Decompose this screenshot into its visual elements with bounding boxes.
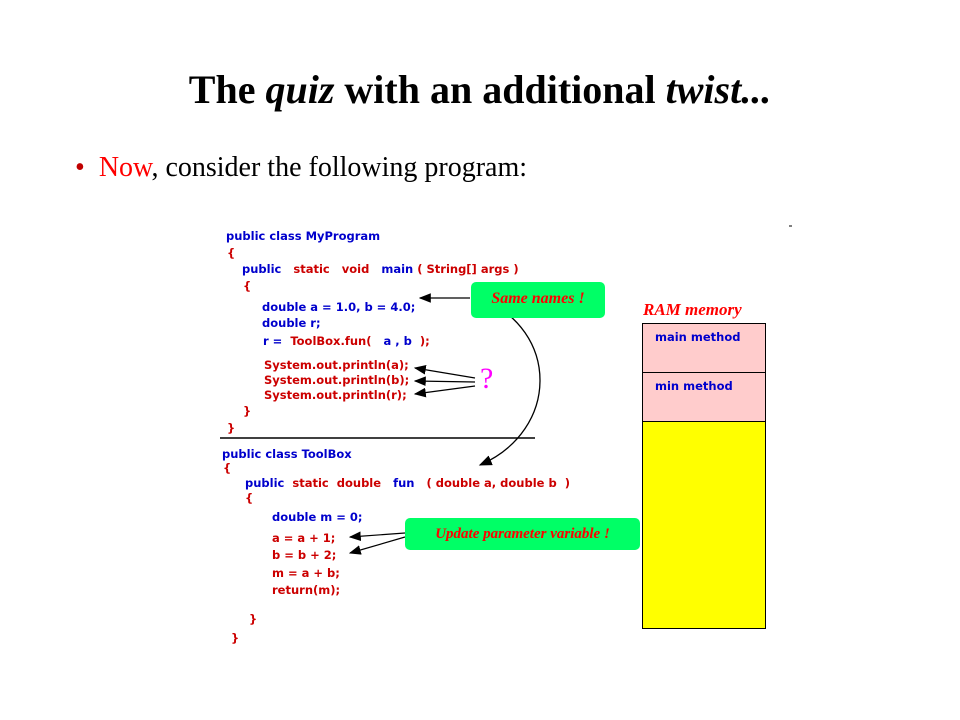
ram-min-method-frame (642, 372, 766, 422)
bullet-dot-icon: • (75, 152, 85, 183)
kw-double: double (336, 476, 382, 490)
title-text-2: with an additional (334, 67, 666, 112)
code-brace-close-1: } (227, 421, 236, 435)
kw-static: static (293, 262, 330, 276)
code-brace-open-1: { (227, 246, 236, 260)
code-print-a: System.out.println(a); (264, 358, 409, 372)
code-class-toolbox: public class ToolBox (222, 447, 352, 461)
title-em-twist: twist... (665, 67, 772, 112)
code-main-signature (242, 262, 519, 276)
code-brace-close-3: } (231, 631, 240, 645)
code-decl-2: double r; (262, 316, 321, 330)
bullet-text: , consider the following program: (151, 152, 528, 183)
question-arrow-3 (415, 386, 475, 394)
ram-min-label: min method (655, 379, 733, 393)
ram-main-method-frame (642, 323, 766, 373)
fun-params: ( double a, double b ) (426, 476, 570, 490)
call-args: a , b (383, 334, 412, 348)
code-print-b: System.out.println(b); (264, 373, 410, 387)
kw-void: void (341, 262, 370, 276)
code-body-2: a = a + 1; (272, 531, 336, 545)
question-arrow-1 (415, 368, 475, 378)
kw-public: public (242, 262, 282, 276)
call-assign: r = (263, 334, 283, 348)
question-mark: ? (480, 362, 494, 395)
code-brace-close-4: } (249, 612, 258, 626)
title-em-quiz: quiz (265, 67, 335, 112)
update-arrow-b (350, 537, 405, 553)
code-brace-open-2: { (243, 279, 252, 293)
code-decl-1: double a = 1.0, b = 4.0; (262, 300, 416, 314)
code-brace-open-3: { (223, 461, 232, 475)
ram-memory-title: RAM memory (643, 300, 742, 319)
code-brace-open-4: { (245, 491, 254, 505)
kw-static-2: static (292, 476, 329, 490)
code-brace-close-2: } (243, 404, 252, 418)
code-body-5: return(m); (272, 583, 341, 597)
main-params: ( String[] args ) (417, 262, 519, 276)
code-body-1: double m = 0; (272, 510, 363, 524)
call-name: ToolBox.fun( (290, 334, 372, 348)
update-arrow-a (350, 533, 405, 537)
code-print-r: System.out.println(r); (264, 388, 407, 402)
code-call-line (263, 334, 430, 348)
update-parameter-callout: Update parameter variable ! (405, 518, 640, 550)
call-end: ); (419, 334, 430, 348)
ram-main-label: main method (655, 330, 741, 344)
kw-public-2: public (245, 476, 285, 490)
title-text-1: The (188, 67, 266, 112)
same-names-callout: Same names ! (471, 282, 605, 318)
question-arrow-2 (415, 381, 475, 382)
main-name: main (381, 262, 414, 276)
ram-free-space (642, 421, 766, 629)
code-body-4: m = a + b; (272, 566, 340, 580)
fun-name: fun (393, 476, 415, 490)
code-fun-signature (245, 476, 570, 490)
code-body-3: b = b + 2; (272, 548, 337, 562)
bullet-red-word: Now (98, 152, 152, 183)
code-class-myprogram: public class MyProgram (226, 229, 381, 243)
